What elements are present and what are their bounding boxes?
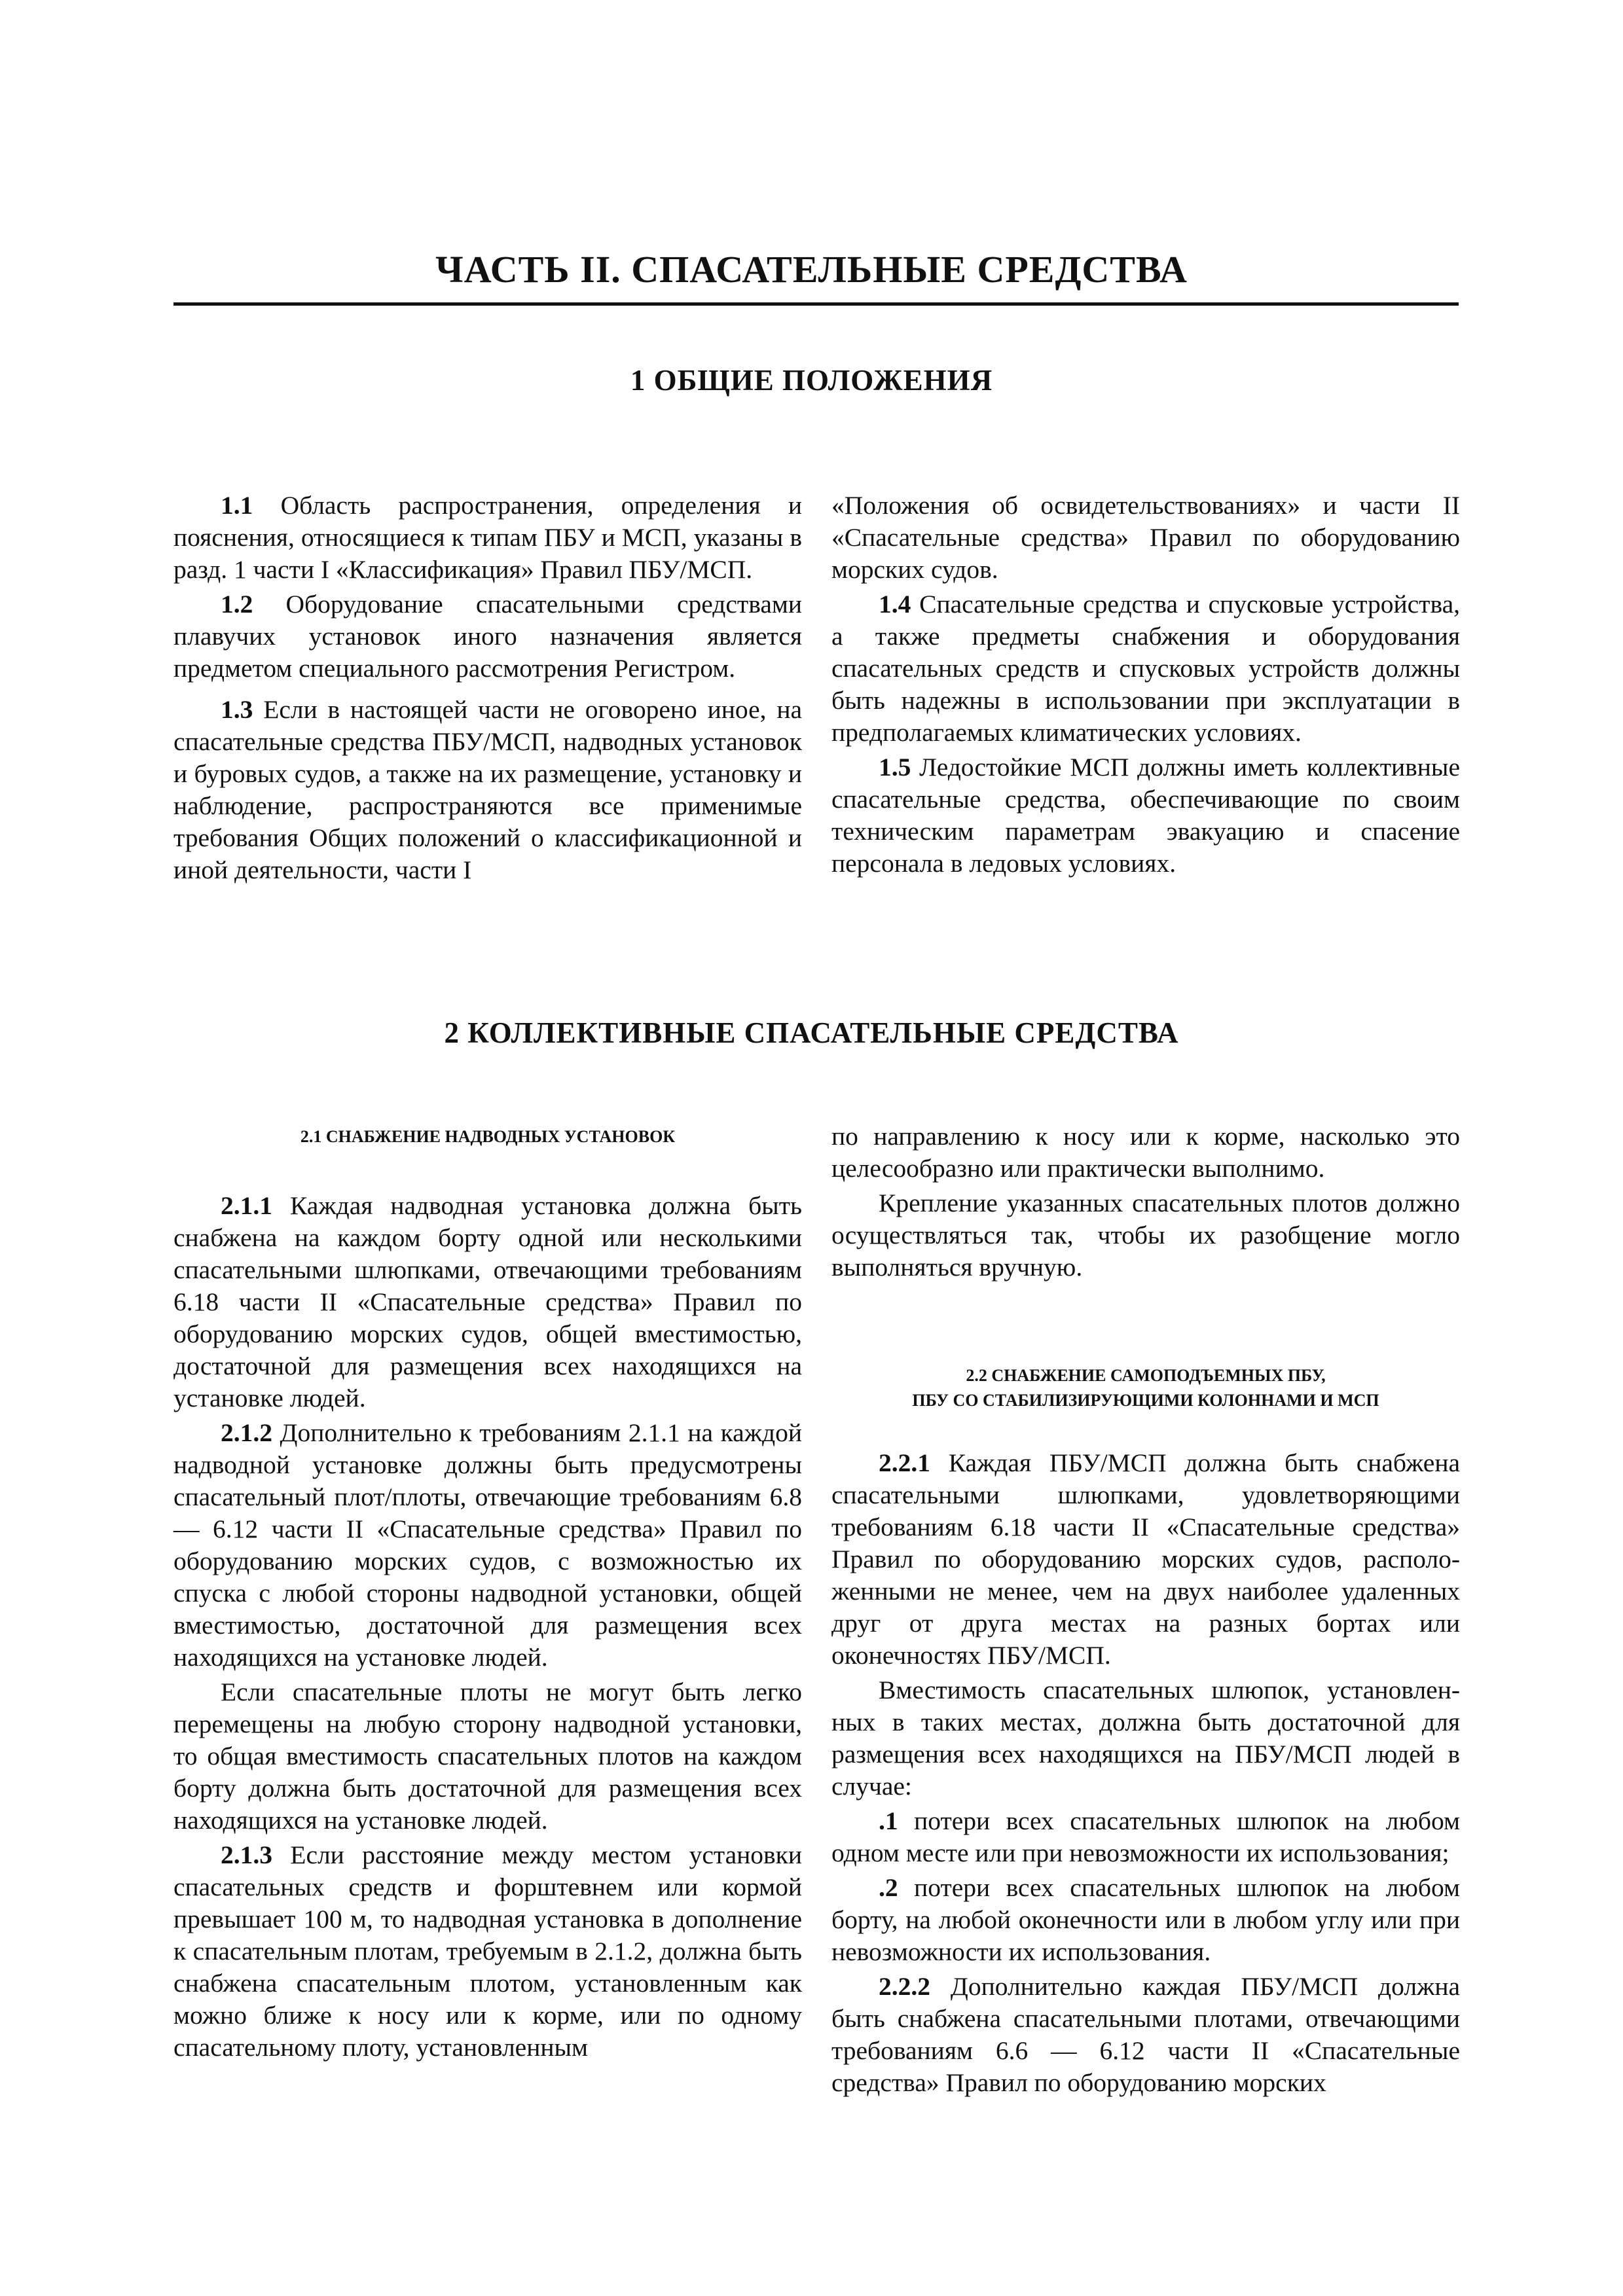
paragraph-1-4: 1.4 Спасательные средства и спусковые устройства, а также предметы снабжения и оборудования спасательных средств и спусковых устройств должны быть надежны в использовании при эксплуатации в предполагаемых климатических условиях.	[831, 590, 1460, 747]
subsection-2-2-title-line-2: ПБУ СО СТАБИЛИЗИРУЮЩИМИ КОЛОННАМИ И МСП	[912, 1391, 1379, 1410]
title-rule	[173, 302, 1459, 306]
section-2-left-column	[173, 1124, 802, 2064]
subsection-2-1-title: 2.1 СНАБЖЕНИЕ НАДВОДНЫХ УСТАНОВОК	[300, 1127, 676, 1146]
section-2-title: 2 КОЛЛЕКТИВНЫЕ СПАСАТЕЛЬНЫЕ СРЕДСТВА	[444, 1016, 1179, 1049]
paragraph-2-1-3-b: Крепление указанных спасательных плотов должно осуществляться так, чтобы их разобщение могло выполняться вручную.	[831, 1189, 1460, 1282]
subsection-2-2-title-line-1: 2.2 СНАБЖЕНИЕ САМОПОДЪЕМНЫХ ПБУ,	[966, 1366, 1326, 1385]
paragraph-2-1-2-b: Если спасательные плоты не могут быть легко перемещены на любую сторону надводной установки, то общая вместимость спасательных плотов на каждом борту должна быть достаточной для размещения всех находящихся на установке людей.	[173, 1677, 802, 1835]
paragraph-2-2-1: 2.2.1 Каждая ПБУ/МСП должна быть снабжена спасательными шлюпками, удовлетворяющими требованиям 6.18 части II «Спасательные средства» Правил по оборудованию морских судов, расположенными не менее, чем на двух наиболее удаленных друг от друга местах на разных бортах или оконечностях ПБУ/МСП.	[831, 1448, 1460, 1670]
paragraph-1-1: 1.1 Область распространения, определения и пояснения, относящиеся к типам ПБУ и МСП, указаны в разд. 1 части I «Классификация» Правил ПБУ/МСП.	[173, 491, 802, 584]
section-1-left-column	[173, 490, 802, 886]
paragraph-1-2: 1.2 Оборудование спасательными средствами плавучих установок иного назначения является предметом специального рассмотрения Регистром.	[173, 590, 802, 683]
paragraph-1-5: 1.5 Ледостойкие МСП должны иметь коллективные спасательные средства, обеспечивающие по своим техническим параметрам эвакуацию и спасение персонала в ледовых условиях.	[831, 753, 1460, 878]
paragraph-1-3: 1.3 Если в настоящей части не оговорено иное, на спасательные средства ПБУ/МСП, надводных установок и буровых судов, а также на их размещение, установку и наблюдение, распространяются все применимые требования Общих положений о классификационной и иной деятельности, части I	[173, 695, 802, 884]
paragraph-2-1-2: 2.1.2 Дополнительно к требованиям 2.1.1 на каждой надводной установке должны быть предусмотрены спасательный плот/плоты, отвечающие требованиям 6.8 — 6.12 части II «Спасательные средства» Правил по оборудованию морских судов, с возможностью их спуска с любой стороны надводной установки, общей вместимостью, достаточной для размещения всех находящихся на установке людей.	[173, 1418, 802, 1672]
paragraph-2-1-3-continued: по направлению к носу или к корме, насколько это целесообразно или практически выполнимо.	[831, 1122, 1460, 1183]
paragraph-2-2-2: 2.2.2 Дополнительно каждая ПБУ/МСП должна быть снабжена спасательными плотами, отвечающими требованиям 6.6 — 6.12 части II «Спасательные средства» Правил по оборудованию морских	[831, 1972, 1460, 2097]
paragraph-2-1-1: 2.1.1 Каждая надводная установка должна быть снабжена на каждом борту одной или несколькими спасательными шлюпками, отвечающими требованиям 6.18 части II «Спасательные средства» Правил по оборудованию морских судов, общей вместимостью, достаточной для размещения всех находящихся на установке людей.	[173, 1191, 802, 1412]
paragraph-2-1-3: 2.1.3 Если расстояние между местом установки спасательных средств и форштевнем или кормой превышает 100 м, то надводная установка в дополнение к спасательным плотам, требуемым в 2.1.2, должна быть снабжена спасательным плотом, установленным как можно ближе к носу или к корме, или по одному спасательному плоту, установленным	[173, 1840, 802, 2062]
section-1-title: 1 ОБЩИЕ ПОЛОЖЕНИЯ	[630, 364, 993, 397]
paragraph-1-3-continued: «Положения об освидетельствованиях» и части II «Спасательные средства» Правил по оборудованию морских судов.	[831, 491, 1460, 584]
list-item-2: .2 потери всех спасательных шлюпок на любом борту, на любой оконечности или в любом углу или при невозможности их использования.	[831, 1873, 1460, 1966]
section-1-right-column	[831, 490, 1460, 880]
paragraph-2-2-1-b: Вместимость спасательных шлюпок, установленных в таких местах, должна быть достаточной для размещения всех находящихся на ПБУ/МСП людей в случае:	[831, 1676, 1460, 1801]
section-2-right-column	[831, 1121, 1460, 2099]
part-title: ЧАСТЬ II. СПАСАТЕЛЬНЫЕ СРЕДСТВА	[435, 248, 1188, 291]
list-item-1: .1 потери всех спасательных шлюпок на любом одном месте или при невозможности их использования;	[831, 1806, 1460, 1867]
